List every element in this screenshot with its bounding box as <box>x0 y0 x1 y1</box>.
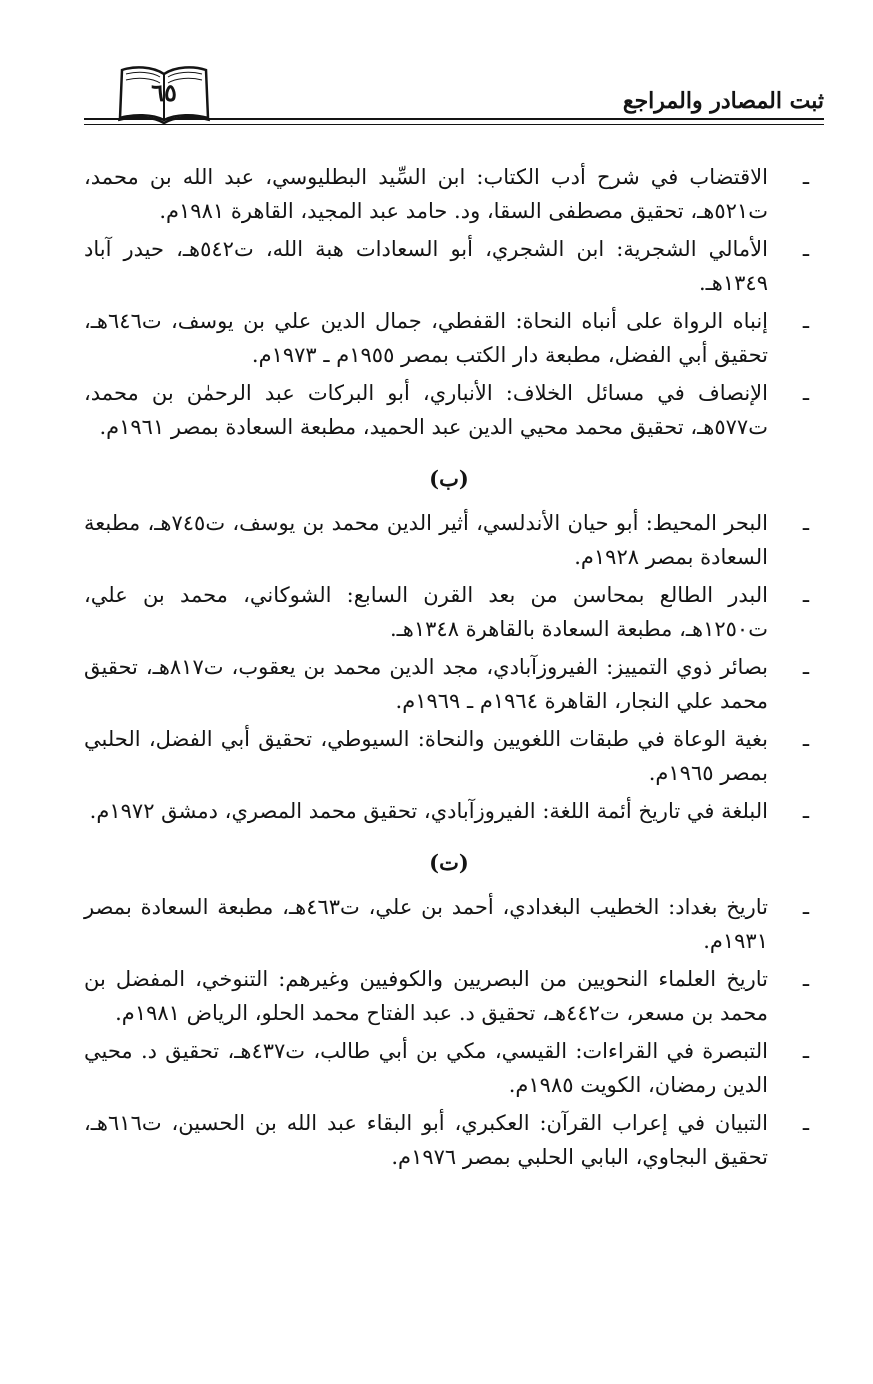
bibliography-entry <box>84 1034 814 1102</box>
entry-text: الإنصاف في مسائل الخلاف: الأنباري، أبو البركات عبد الرحمٰن بن محمد، ت٥٧٧هـ، تحقيق محمد محيي الدين عبد الحميد، مطبعة السعادة بمصر ١٩٦١م. <box>84 381 768 439</box>
bibliography-entry <box>84 1106 814 1174</box>
entry-dash: ـ <box>802 655 810 679</box>
entry-text: البدر الطالع بمحاسن من بعد القرن السابع: الشوكاني، محمد بن علي، ت١٢٥٠هـ، مطبعة السعادة بالقاهرة ١٣٤٨هـ. <box>84 583 768 641</box>
entry-dash: ـ <box>802 1111 810 1135</box>
bibliography-entry <box>84 376 814 444</box>
entry-text: بغية الوعاة في طبقات اللغويين والنحاة: السيوطي، تحقيق أبي الفضل، الحلبي بمصر ١٩٦٥م. <box>84 727 768 785</box>
open-book-icon <box>114 62 214 126</box>
bibliography-entry <box>84 962 814 1030</box>
entry-text: التبصرة في القراءات: القيسي، مكي بن أبي طالب، ت٤٣٧هـ، تحقيق د. محيي الدين رمضان، الكويت ١٩٨٥م. <box>84 1039 769 1097</box>
bibliography-entry <box>84 722 814 790</box>
entry-text: تاريخ بغداد: الخطيب البغدادي، أحمد بن علي، ت٤٦٣هـ، مطبعة السعادة بمصر ١٩٣١م. <box>84 895 768 953</box>
entry-dash: ـ <box>802 237 810 261</box>
section-heading: (ت) <box>429 850 469 875</box>
page-header <box>84 62 824 128</box>
entry-dash: ـ <box>802 165 810 189</box>
bibliography-entry <box>84 506 814 574</box>
bibliography-entry <box>84 232 814 300</box>
entry-text: البلغة في تاريخ أئمة اللغة: الفيروزآبادي، تحقيق محمد المصري، دمشق ١٩٧٢م. <box>89 799 768 823</box>
entry-dash: ـ <box>802 583 810 607</box>
running-title: ثبت المصادر والمراجع <box>622 88 824 114</box>
bibliography-entry <box>84 304 814 372</box>
entry-dash: ـ <box>802 967 810 991</box>
entry-dash: ـ <box>802 727 810 751</box>
section-heading: (ب) <box>429 466 469 491</box>
entry-dash: ـ <box>802 381 810 405</box>
bibliography-list <box>84 160 814 1178</box>
entry-dash: ـ <box>802 799 810 823</box>
bibliography-entry <box>84 890 814 958</box>
entry-text: الاقتضاب في شرح أدب الكتاب: ابن السِّيد البطليوسي، عبد الله بن محمد، ت٥٢١هـ، تحقيق مصطفى السقا، ود. حامد عبد المجيد، القاهرة ١٩٨١م. <box>84 165 768 223</box>
entry-dash: ـ <box>802 511 810 535</box>
entry-dash: ـ <box>802 1039 810 1063</box>
entry-text: إنباه الرواة على أنباه النحاة: القفطي، جمال الدين علي بن يوسف، ت٦٤٦هـ، تحقيق أبي الفضل، مطبعة دار الكتب بمصر ١٩٥٥م ـ ١٩٧٣م. <box>84 309 768 367</box>
bibliography-entry <box>84 160 814 228</box>
entry-text: التبيان في إعراب القرآن: العكبري، أبو البقاء عبد الله بن الحسين، ت٦١٦هـ، تحقيق البجاوي، البابي الحلبي بمصر ١٩٧٦م. <box>84 1111 768 1169</box>
entry-dash: ـ <box>802 309 810 333</box>
bibliography-entry <box>84 794 814 828</box>
entry-text: البحر المحيط: أبو حيان الأندلسي، أثير الدين محمد بن يوسف، ت٧٤٥هـ، مطبعة السعادة بمصر ١٩٢٨م. <box>84 511 768 569</box>
entry-text: الأمالي الشجرية: ابن الشجري، أبو السعادات هبة الله، ت٥٤٢هـ، حيدر آباد ١٣٤٩هـ. <box>84 237 768 295</box>
bibliography-entry <box>84 578 814 646</box>
bibliography-entry <box>84 650 814 718</box>
entry-text: بصائر ذوي التمييز: الفيروزآبادي، مجد الدين محمد بن يعقوب، ت٨١٧هـ، تحقيق محمد علي النجار، القاهرة ١٩٦٤م ـ ١٩٦٩م. <box>84 655 768 713</box>
entry-dash: ـ <box>802 895 810 919</box>
entry-text: تاريخ العلماء النحويين من البصريين والكوفيين وغيرهم: التنوخي، المفضل بن محمد بن مسعر، ت٤٤٢هـ، تحقيق د. عبد الفتاح محمد الحلو، الرياض ١٩٨١م. <box>84 967 768 1025</box>
page-number: ٦٥ <box>151 78 177 107</box>
